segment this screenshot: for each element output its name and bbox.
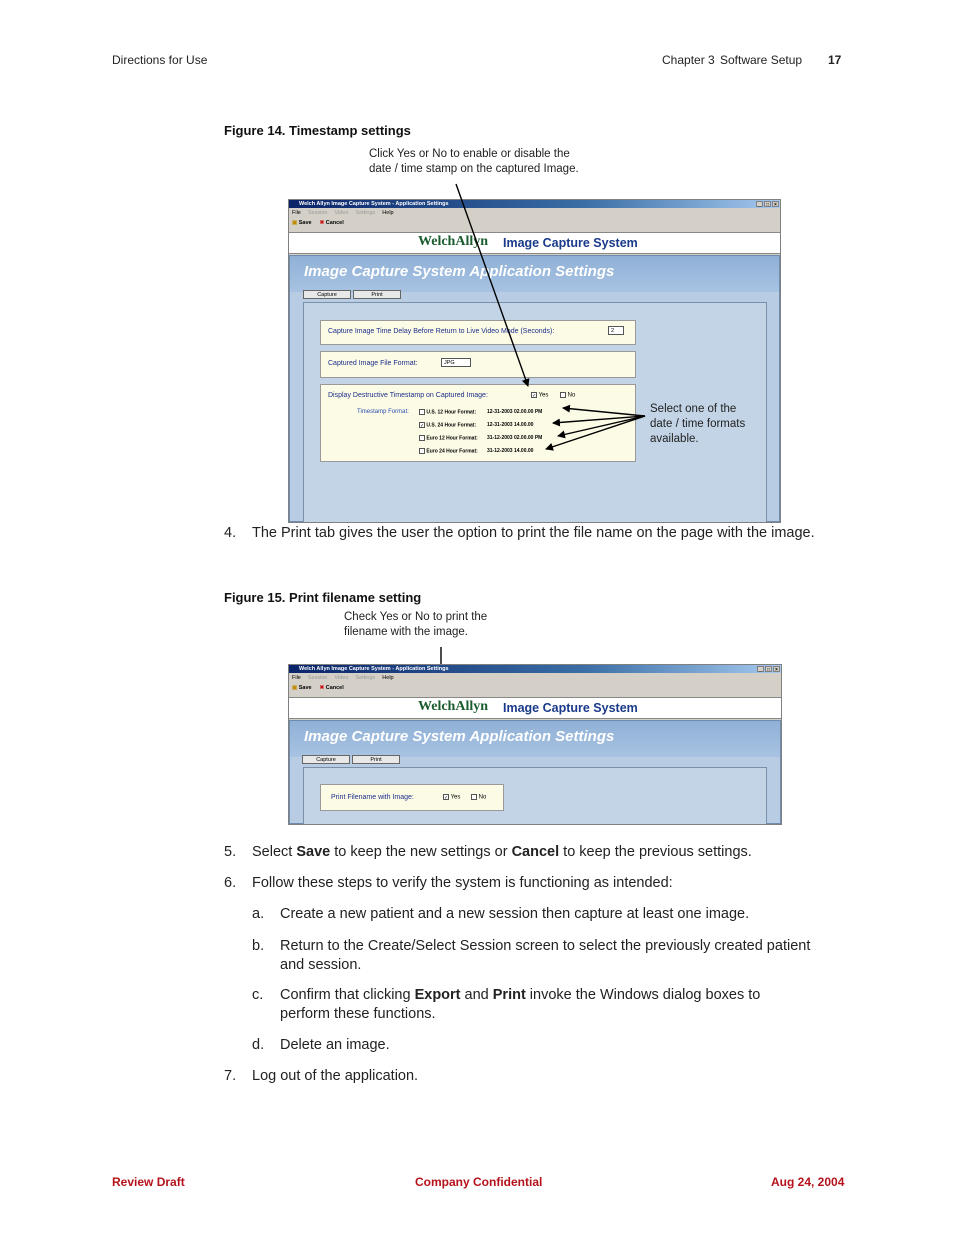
step-number: 7.	[224, 1068, 237, 1084]
save-label: Save	[298, 220, 312, 226]
arrow-to-yes	[456, 184, 528, 386]
close-icon[interactable]: ×	[772, 201, 779, 207]
callout-line: Select one of the	[650, 403, 737, 415]
format-label: Captured Image File Format:	[328, 360, 418, 367]
menu-settings[interactable]: Settings	[355, 675, 376, 681]
menubar	[289, 674, 781, 682]
substep-c	[252, 986, 812, 1023]
toolbar	[289, 683, 781, 693]
text-run: Select	[252, 844, 297, 860]
app-title: Image Capture System Application Settings	[304, 728, 615, 745]
substep-letter: d.	[252, 1037, 265, 1053]
settings-area	[289, 720, 781, 824]
arrow-to-euro24	[546, 416, 645, 449]
format-example: 12-31-2003 14.00.00	[487, 422, 534, 428]
window-titlebar	[289, 665, 781, 673]
step-text	[252, 843, 824, 862]
window-title: Welch Allyn Image Capture System - Application Settings	[299, 201, 449, 207]
print-panel	[303, 767, 767, 825]
menu-help[interactable]: Help	[382, 675, 394, 681]
callout-line: date / time formats	[650, 418, 746, 430]
substep-b	[252, 937, 812, 974]
brand-banner	[289, 697, 781, 719]
text-run: invoke the Windows dialog boxes to perform these functions.	[280, 987, 761, 1022]
format-example: 31-12-2003 14.00.00	[487, 448, 534, 454]
tab-capture[interactable]: Capture	[302, 755, 350, 764]
format-name: Euro 12 Hour Format:	[426, 435, 478, 442]
substep-letter: b.	[252, 938, 265, 954]
maximize-icon[interactable]: □	[765, 202, 770, 208]
menu-settings[interactable]: Settings	[355, 210, 376, 216]
callout-line: available.	[650, 433, 699, 445]
export-term: Export	[414, 987, 461, 1003]
menu-file[interactable]: File	[292, 210, 301, 216]
yes-label: Yes	[450, 794, 461, 801]
footer-right: Aug 24, 2004	[771, 1175, 845, 1189]
step-number: 5.	[224, 844, 237, 860]
minimize-icon[interactable]: _	[756, 201, 763, 207]
text-run: and	[460, 987, 493, 1003]
substep-text: Create a new patient and a new session then capture at least one image.	[280, 906, 750, 922]
window-controls	[757, 666, 780, 672]
maximize-icon[interactable]: □	[766, 667, 771, 673]
banner-title: Image Capture System	[503, 701, 638, 715]
footer-left: Review Draft	[112, 1175, 185, 1189]
step-text: Log out of the application.	[252, 1068, 419, 1084]
format-example: 12-31-2003 02.00.00 PM	[487, 409, 543, 415]
substep-text: Delete an image.	[280, 1037, 390, 1053]
substep-d	[252, 1036, 812, 1055]
menu-file[interactable]: File	[292, 675, 301, 681]
page-number: 17	[828, 53, 842, 67]
format-checkbox[interactable]: ✓	[420, 423, 425, 429]
header-section: Software Setup	[720, 53, 803, 67]
cancel-label: Cancel	[325, 220, 344, 226]
menu-video[interactable]: Video	[334, 675, 349, 681]
yes-checkbox[interactable]: ✓	[532, 393, 537, 399]
save-button[interactable]	[292, 683, 312, 693]
close-icon[interactable]: ×	[773, 666, 780, 672]
header-left: Directions for Use	[112, 53, 208, 67]
callout-line: filename with the image.	[344, 626, 469, 638]
header-chapter: Chapter 3	[662, 53, 715, 67]
cancel-label: Cancel	[325, 685, 344, 691]
step-4	[224, 524, 824, 543]
delay-value: 2	[611, 328, 615, 334]
menu-video[interactable]: Video	[334, 210, 349, 216]
print-no-option[interactable]	[471, 794, 486, 801]
banner-title: Image Capture System	[503, 236, 638, 250]
welch-allyn-logo: WelchAllyn	[418, 234, 489, 249]
menu-help[interactable]: Help	[382, 210, 394, 216]
substep-letter: c.	[252, 987, 264, 1003]
callout-line: date / time stamp on the captured Image.	[369, 163, 579, 175]
substep-text: Return to the Create/Select Session screen to select the previously created patient and session.	[280, 938, 811, 973]
save-icon: ▣	[292, 220, 298, 226]
no-label: No	[567, 392, 576, 399]
callout-line: Click Yes or No to enable or disable the	[369, 148, 570, 160]
format-example: 31-12-2003 02.00.00 PM	[487, 435, 543, 441]
format-name: U.S. 24 Hour Format:	[426, 422, 477, 429]
no-label: No	[478, 794, 487, 801]
no-checkbox[interactable]	[471, 794, 477, 800]
delay-label: Capture Image Time Delay Before Return to Live Video Mode (Seconds):	[328, 328, 555, 335]
figure14-title: Figure 14. Timestamp settings	[224, 123, 411, 138]
menu-session[interactable]: Session	[307, 210, 328, 216]
timestamp-format-label: Timestamp Format:	[357, 409, 409, 415]
cancel-term: Cancel	[511, 844, 560, 860]
substep-text	[280, 986, 812, 1023]
figure15-title: Figure 15. Print filename setting	[224, 590, 422, 605]
step-7	[224, 1067, 824, 1086]
yes-label: Yes	[538, 392, 549, 399]
tab-print[interactable]: Print	[352, 755, 400, 764]
settings-tabs	[302, 755, 400, 764]
print-term: Print	[492, 987, 526, 1003]
figure15-screenshot	[288, 664, 782, 825]
text-run: to keep the new settings or	[330, 844, 512, 860]
welch-allyn-logo: WelchAllyn	[418, 699, 489, 714]
cancel-icon: ✖	[319, 685, 325, 691]
step-text: The Print tab gives the user the option to print the file name on the page with the image.	[252, 525, 815, 541]
cancel-button[interactable]	[320, 683, 344, 693]
timestamp-label: Display Destructive Timestamp on Captured Image:	[328, 392, 488, 399]
tab-print[interactable]: Print	[353, 290, 401, 299]
text-run: to keep the previous settings.	[559, 844, 752, 860]
step-5	[224, 843, 824, 862]
app-title: Image Capture System Application Settings	[304, 263, 615, 280]
step-6	[224, 874, 824, 893]
format-value: JPG	[444, 360, 455, 366]
menu-session[interactable]: Session	[307, 675, 328, 681]
step-number: 4.	[224, 525, 237, 541]
callout-line: Check Yes or No to print the	[344, 611, 488, 623]
print-label: Print Filename with Image:	[331, 794, 414, 801]
print-yes-option[interactable]	[443, 794, 460, 801]
footer-center: Company Confidential	[415, 1175, 543, 1189]
substep-a	[252, 905, 812, 924]
substep-letter: a.	[252, 906, 265, 922]
format-name: U.S. 12 Hour Format:	[426, 409, 477, 416]
step-text: Follow these steps to verify the system is functioning as intended:	[252, 875, 673, 891]
minimize-icon[interactable]: _	[757, 666, 764, 672]
tab-capture[interactable]: Capture	[303, 290, 351, 299]
step-number: 6.	[224, 875, 237, 891]
cancel-icon: ✖	[319, 220, 325, 226]
save-label: Save	[298, 685, 312, 691]
window-title: Welch Allyn Image Capture System - Application Settings	[299, 666, 449, 672]
text-run: Confirm that clicking	[280, 987, 415, 1003]
save-icon: ▣	[292, 685, 298, 691]
figure15-callout	[344, 610, 487, 640]
format-name: Euro 24 Hour Format:	[426, 448, 478, 455]
yes-checkbox[interactable]: ✓	[444, 795, 449, 801]
arrow-to-us12	[563, 408, 645, 416]
print-group	[320, 784, 504, 811]
save-term: Save	[296, 844, 331, 860]
